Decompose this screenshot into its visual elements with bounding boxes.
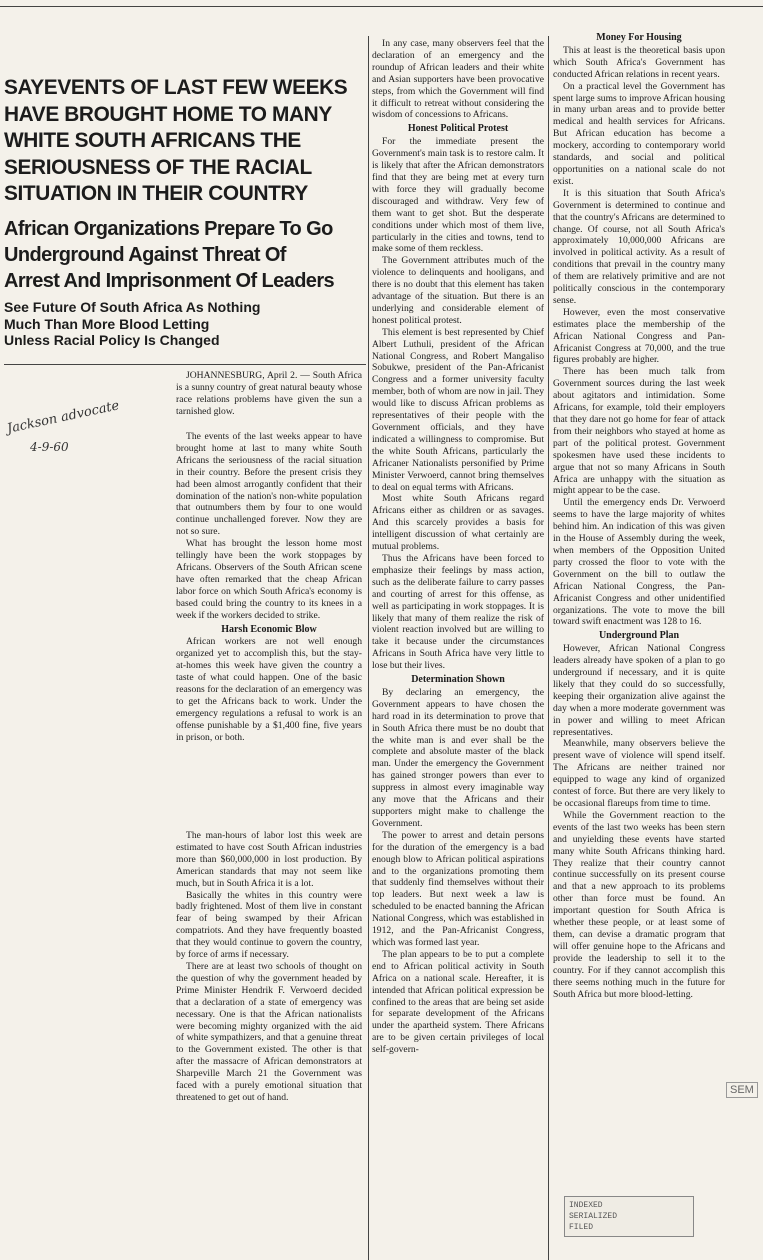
stamp-line-indexed: INDEXED	[569, 1201, 603, 1210]
filing-stamp	[564, 1196, 694, 1237]
article-column-1	[176, 370, 362, 418]
col1-paragraph: The events of the last weeks appear to have brought home at last to many white South Africans the seriousness of the racial situation in their country. Before the present crisis they had been almost arrogantly confident that their domination of the nation's non-white population that outnumbers them by four to one would continue unchallenged forever. Now they are not so sure.	[176, 431, 362, 538]
subdeck-line-2: Much Than More Blood Letting	[4, 315, 210, 332]
col3-paragraph: While the Government reaction to the events of the last two weeks has been stern and unyielding these events have started many white South Africans thinking hard. They realize that their country cannot continue successfully on its present course and that a new approach to its problems other than force must be found. An important question for South Africa is whether these people, or at least some of them, can devise a dramatic program that will offer genuine hope to the Africans and provide the leadership to sell it to the country. For if they cannot accomplish this there seems nothing much in the future for South Africa but more blood-letting.	[553, 809, 725, 1000]
col2-paragraph: The plan appears to be to put a complete end to African political activity in South Africa on a national scale. Hereafter, it is intended that African political expression be confined to the areas that are being set aside for separate development of the Africans under the apartheid system. There Africans are to be given certain privileges of local self-govern-	[372, 948, 544, 1056]
headline-rule	[4, 364, 366, 365]
column-rule-1	[368, 36, 369, 1260]
top-rule	[0, 6, 763, 7]
col2-paragraph: The Government attributes much of the violence to delinquents and hooligans, and there is no doubt that this element has taken advantage of the situation. But there is an underlying and considerable element of honest political protest.	[372, 255, 544, 326]
col1-paragraph: JOHANNESBURG, April 2. — South Africa is a sunny country of great natural beauty whose race relations problems have given the sun a tarnished glow.	[176, 370, 362, 417]
col2-paragraph: This element is best represented by Chief Albert Luthuli, president of the African National Congress, and Robert Mangaliso Sobukwe, president of the Pan-Africanist Congress and a former university faculty member, both of whom are now in jail. They would like to discuss African problems as representatives of their people with the Government officials, and they have indicated a willingness to compromise. But the white South Africans, particularly the Africaner Nationalists personified by Prime Minister Verwoerd, cannot bring themselves to deal on equal terms with Africans.	[372, 326, 544, 493]
col3-paragraph: There has been much talk from Government sources during the last week about agitators and intimidation. Some Africans, for example, told their employers that they dare not go home for fear of attack from their neighbors who stayed at home as part of the political protest. Government spokesmen have used these incidents to argue that not so many Africans in South Africa are unhappy with the situation as might appear to be the case.	[553, 366, 725, 497]
article-column-1-lower	[176, 431, 362, 744]
column-rule-2	[548, 36, 549, 1260]
stamp-line-serialized: SERIALIZED	[569, 1212, 618, 1221]
banner-line-2: HAVE BROUGHT HOME TO MANY	[4, 101, 332, 126]
margin-stamp: SEM	[726, 1082, 758, 1098]
col1-subheading: Harsh Economic Blow	[221, 623, 317, 635]
subdeck-line-3: Unless Racial Policy Is Changed	[4, 332, 220, 349]
col1-paragraph: There are at least two schools of thought on the question of why the government headed by Prime Minister Hendrik F. Verwoerd decided that a declaration of a state of emergency was necessary. One is that the African nationalists were becoming mighty organized with the aid of white sympathizers, and that a genuine threat to the Government existed. The other is that after the massacre of African demonstrators at Sharpeville March 21 the Government was faced with a purely emotional situation that threatened to get out of hand.	[176, 960, 362, 1103]
col2-paragraph: Most white South Africans regard Africans either as children or as savages. And this scarcely provides a basis for intelligent discussion of what certainly are mutual problems.	[372, 493, 544, 553]
col3-paragraph: This at least is the theoretical basis upon which South Africa's Government has conducted African relations in recent years.	[553, 44, 725, 80]
banner-line-4: SERIOUSNESS OF THE RACIAL	[4, 154, 312, 179]
col3-paragraph: Until the emergency ends Dr. Verwoerd seems to have the large majority of whites behind him. An indication of this was given in the House of Assembly during the week, when members of the Opposition United party crossed the floor to vote with the Government on the bill to outlaw the African National Congress, the Pan-Africanist Congress and other unidentified organizations. The vote to move the bill toward swift enactment was 128 to 16.	[553, 497, 725, 628]
handwritten-source: Jackson advocate	[5, 398, 121, 437]
col3-subheading-1: Money For Housing	[596, 32, 682, 43]
col1-paragraph: The man-hours of labor lost this week are estimated to have cost South African industries more than $60,000,000 in lost production. By American standards that may not seem like much, but in South Africa it is a lot.	[176, 830, 362, 889]
deck-line-2: Underground Against Threat Of	[4, 244, 286, 266]
banner-line-5: SITUATION IN THEIR COUNTRY	[4, 181, 308, 206]
article-column-3	[553, 30, 725, 1000]
deck-line-3: Arrest And Imprisonment Of Leaders	[4, 270, 335, 292]
col2-paragraph: By declaring an emergency, the Government appears to have chosen the hard road in its determination to prove that in South Africa there must be no doubt that the white man is and ever shall be the complete and absolute master of the black man. Under the emergency the Government has gained stronger powers than ever to suppress in almost every imaginable way any move that the Africans and their supporters might make to challenge the Government.	[372, 686, 544, 829]
banner-line-3: WHITE SOUTH AFRICANS THE	[4, 128, 301, 153]
article-column-2	[372, 38, 544, 1056]
col1-paragraph: What has brought the lesson home most tellingly have been the work stoppages by Africans. Observers of the South African scene have often remarked that the cheap African labor force on which South Africa's economy is based could bring the country to its knees in a week if the workers decided to strike.	[176, 538, 362, 621]
handwritten-date: 4-9-60	[30, 440, 69, 454]
stamp-line-filed: FILED	[569, 1223, 594, 1232]
col1-paragraph: Basically the whites in this country were badly frightened. Most of them live in constant fear of being swamped by their African compatriots. And they have frequently boasted that they would continue to govern the country, by force of arms if necessary.	[176, 889, 362, 961]
col3-paragraph: Meanwhile, many observers believe the present wave of violence will spend itself. The Africans are neither trained nor equipped to wage any kind of organized contest of force. But there are very likely to be occasional flareups from time to time.	[553, 738, 725, 809]
col1-paragraph: African workers are not well enough organized yet to accomplish this, but the stay-at-homes this week have given the country a taste of what could happen. One of the basic reasons for the declaration of an emergency was to get the Africans back to work. Under the emergency regulations a refusal to work is an offense punishable by a $1,400 fine, five years in prison, or both.	[176, 636, 362, 743]
col3-paragraph: However, even the most conservative estimates place the membership of the African National Congress and Pan-Africanist Congress at 70,000, and the true figures probably are higher.	[553, 306, 725, 366]
col3-paragraph: On a practical level the Government has spent large sums to improve African housing in many urban areas and to provide better medical and health services for Africans. But African education has become a mockery, according to contemporary world standards, and social and political opportunities on a national scale do not exist.	[553, 80, 725, 187]
article-column-1-bottom	[176, 830, 362, 1104]
banner-headline	[4, 74, 364, 207]
banner-line-1: SAYEVENTS OF LAST FEW WEEKS	[4, 75, 348, 99]
col3-subheading-2: Underground Plan	[598, 630, 680, 642]
subdeck-line-1: See Future Of South Africa As Nothing	[4, 299, 261, 315]
col3-paragraph: However, African National Congress leaders already have spoken of a plan to go underground if necessary, and it is quite likely that they could do so successfully, keeping their organization alive against the day when a more moderate government was in power and willing to meet African representatives.	[553, 643, 725, 738]
deck-headline	[4, 216, 364, 294]
col2-paragraph: In any case, many observers feel that the declaration of an emergency and the roundup of African leaders and their white and Asian supporters have been provocative steps, from which the Government will find it difficult to retreat without considering the wisdom of concessions to Africans.	[372, 38, 544, 121]
deck-line-1: African Organizations Prepare To Go	[4, 218, 333, 240]
col2-subheading-2: Determination Shown	[411, 674, 505, 686]
col2-subheading-1: Honest Political Protest	[407, 123, 509, 135]
col3-paragraph: It is this situation that South Africa's Government is determined to continue and that the country's Africans are determined to change. Of course, not all South Africa's approximately 10,000,000 Africans are involved in political activity. As a result of conditions that prevail in the country many of them are relatively primitive and are not politically conscious in the contemporary sense.	[553, 187, 725, 306]
col2-paragraph: For the immediate present the Government's main task is to restore calm. It is likely that after the African demonstrators find that they are being met at every turn with force they will gradually become discouraged and withdraw. Very few of them want to get shot. But the desperate conditions under which most of them live, particularly in the cities and towns, tend to make some of them reckless.	[372, 136, 544, 255]
sub-deck-headline	[4, 299, 364, 349]
col2-paragraph: The power to arrest and detain persons for the duration of the emergency is a bad enough blow to African political aspirations and to the organizations promoting them that suddenly find themselves without their top leaders. But next week a law is scheduled to be enacted banning the African National Congress, which was established in 1912, and the Pan-Africanist Congress, which was formed last year.	[372, 829, 544, 948]
col2-paragraph: Thus the Africans have been forced to emphasize their feelings by mass action, such as the deliberate failure to carry passes and courting of arrest for this offense, as well as participating in work stoppages. It is likely that many of them realize the risk of violent reaction involved but are willing to take it because under the circumstances Africans in South Africa have very little to lose but their lives.	[372, 552, 544, 672]
